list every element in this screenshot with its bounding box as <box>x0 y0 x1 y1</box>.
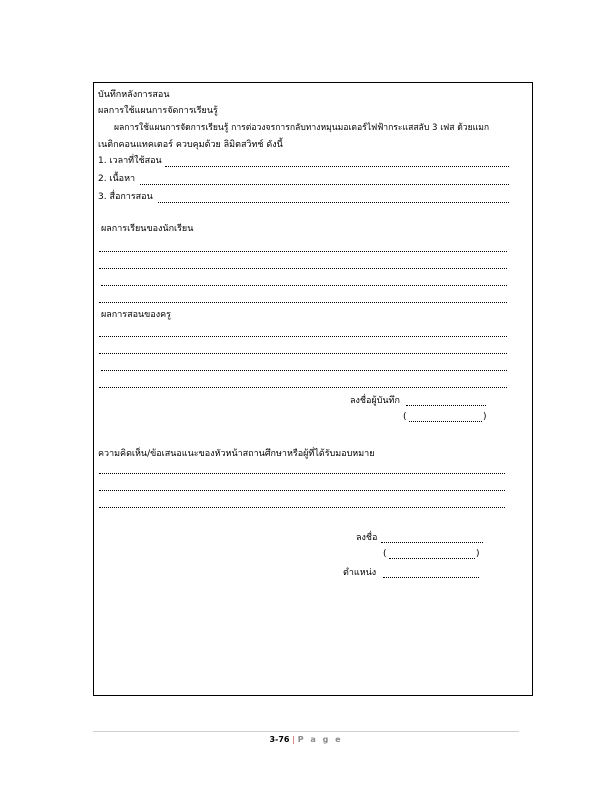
comments-line[interactable] <box>99 473 505 474</box>
form-description-line2: เนติกคอนแทคเตอร์ ควบคุมด้วย ลิมิตสวิทช์ ดังนี้ <box>98 140 283 150</box>
footer-divider <box>93 731 519 732</box>
form-frame <box>93 82 533 696</box>
student-results-line[interactable] <box>101 285 507 286</box>
recorder-sign-field[interactable] <box>406 405 486 406</box>
name-close: ) <box>476 549 480 559</box>
form-sub-heading: ผลการใช้แผนการจัดการเรียนรู้ <box>98 106 218 116</box>
item-teaching-time: 1. เวลาที่ใช้สอน <box>98 156 162 166</box>
student-results-label: ผลการเรียนของนักเรียน <box>101 224 194 234</box>
content-field[interactable] <box>140 184 509 185</box>
sign-field[interactable] <box>381 542 483 543</box>
comments-label: ความคิดเห็น/ข้อเสนอแนะของหัวหน้าสถานศึกษาหรือผู้ที่ได้รับมอบหมาย <box>98 449 375 459</box>
teaching-time-field[interactable] <box>165 166 509 167</box>
student-results-line[interactable] <box>99 302 507 303</box>
form-heading: บันทึกหลังการสอน <box>98 90 170 100</box>
recorder-name-field[interactable] <box>409 421 482 422</box>
teaching-media-field[interactable] <box>158 202 509 203</box>
item-teaching-media: 3. สื่อการสอน <box>98 192 153 202</box>
recorder-name-open: ( <box>403 412 407 422</box>
comments-line[interactable] <box>99 490 505 491</box>
name-open: ( <box>383 549 387 559</box>
position-label: ตำแหน่ง <box>343 568 377 578</box>
teacher-results-line[interactable] <box>99 336 507 337</box>
position-field[interactable] <box>383 577 479 578</box>
recorder-name-close: ) <box>483 412 487 422</box>
page-footer <box>0 735 612 745</box>
student-results-line[interactable] <box>99 268 507 269</box>
recorder-sign-label: ลงชื่อผู้บันทึก <box>350 396 400 406</box>
page-word: P a g e <box>297 735 343 744</box>
comments-line[interactable] <box>99 507 505 508</box>
name-field[interactable] <box>389 558 475 559</box>
teacher-results-line[interactable] <box>99 387 507 388</box>
item-content: 2. เนื้อหา <box>98 174 136 184</box>
sign-label: ลงชื่อ <box>356 533 378 543</box>
form-description-line1: ผลการใช้แผนการจัดการเรียนรู้ การต่อวงจรการกลับทางหมุนมอเตอร์ไฟฟ้ากระแสสลับ 3 เฟส ด้วยแมก <box>114 123 490 133</box>
page-number: 3-76 <box>269 735 290 744</box>
footer-separator: | <box>292 735 295 744</box>
student-results-line[interactable] <box>99 251 507 252</box>
teacher-results-label: ผลการสอนของครู <box>101 310 171 320</box>
teacher-results-line[interactable] <box>101 370 507 371</box>
teacher-results-line[interactable] <box>99 353 507 354</box>
